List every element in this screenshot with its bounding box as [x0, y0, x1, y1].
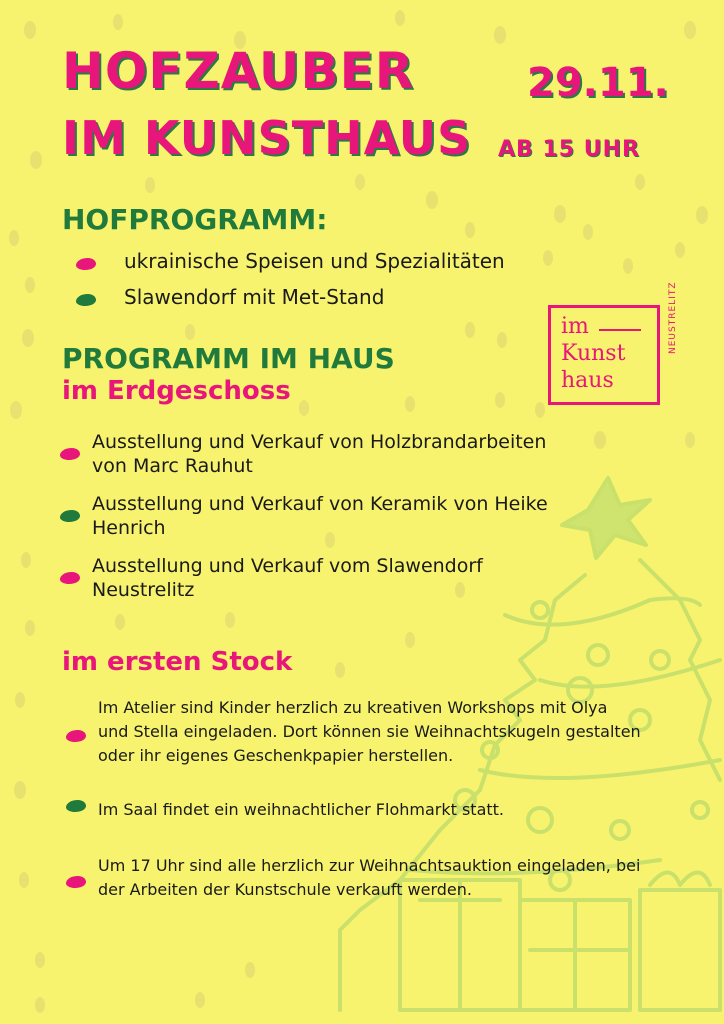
kunsthaus-logo: im Kunst haus NEUSTRELITZ: [548, 305, 660, 405]
star-icon: [562, 478, 650, 558]
list-item-text: Im Saal findet ein weihnachtlicher Flohmarkt statt.: [98, 800, 505, 819]
event-date: 29.11.: [527, 60, 669, 106]
logo-dash: [599, 329, 641, 331]
list-item-text: Ausstellung und Verkauf von Holzbrandarbeiten von Marc Rauhut: [92, 431, 547, 477]
erster-stock-list: [62, 696, 642, 902]
list-item: [62, 798, 642, 822]
erdgeschoss-list: [60, 430, 570, 616]
leaf-bullet-icon: [60, 448, 80, 460]
hofprogramm-list: [72, 248, 592, 320]
list-item: [72, 248, 592, 274]
list-item-text: Um 17 Uhr sind alle herzlich zur Weihnachtsauktion eingeladen, bei der Arbeiten der Kunstschule verkauft werden.: [98, 856, 641, 899]
leaf-bullet-icon: [66, 730, 86, 742]
erdgeschoss-heading: im Erdgeschoss: [62, 376, 291, 406]
leaf-bullet-icon: [76, 294, 96, 306]
logo-line-1: im: [561, 314, 589, 339]
leaf-bullet-icon: [60, 572, 80, 584]
erster-stock-heading: im ersten Stock: [62, 647, 293, 677]
list-item-text: Slawendorf mit Met-Stand: [124, 285, 385, 309]
logo-line-3: haus: [561, 368, 614, 393]
programm-im-haus-heading: PROGRAMM IM HAUS: [62, 342, 395, 375]
list-item: [60, 492, 570, 540]
list-item: [60, 430, 570, 478]
leaf-bullet-icon: [66, 800, 86, 812]
list-item: [62, 854, 642, 902]
event-title: HOFZAUBER: [62, 42, 415, 100]
list-item-text: Im Atelier sind Kinder herzlich zu kreativen Workshops mit Olya und Stella eingeladen. Dort können sie Weihnachtskugeln gestalten oder ihr eigenes Geschenkpapier herstellen.: [98, 698, 641, 765]
list-item-text: Ausstellung und Verkauf vom Slawendorf Neustrelitz: [92, 555, 483, 601]
event-subtitle: IM KUNSTHAUS: [62, 111, 472, 165]
leaf-bullet-icon: [60, 510, 80, 522]
list-item: [60, 554, 570, 602]
list-item: [72, 284, 592, 310]
list-item-text: ukrainische Speisen und Spezialitäten: [124, 249, 505, 273]
event-time: AB 15 UHR: [498, 137, 640, 162]
logo-line-2: Kunst: [561, 341, 626, 366]
leaf-bullet-icon: [76, 258, 96, 270]
leaf-bullet-icon: [66, 876, 86, 888]
list-item: [62, 696, 642, 768]
list-item-text: Ausstellung und Verkauf von Keramik von Heike Henrich: [92, 493, 548, 539]
hofprogramm-heading: HOFPROGRAMM:: [62, 203, 328, 236]
